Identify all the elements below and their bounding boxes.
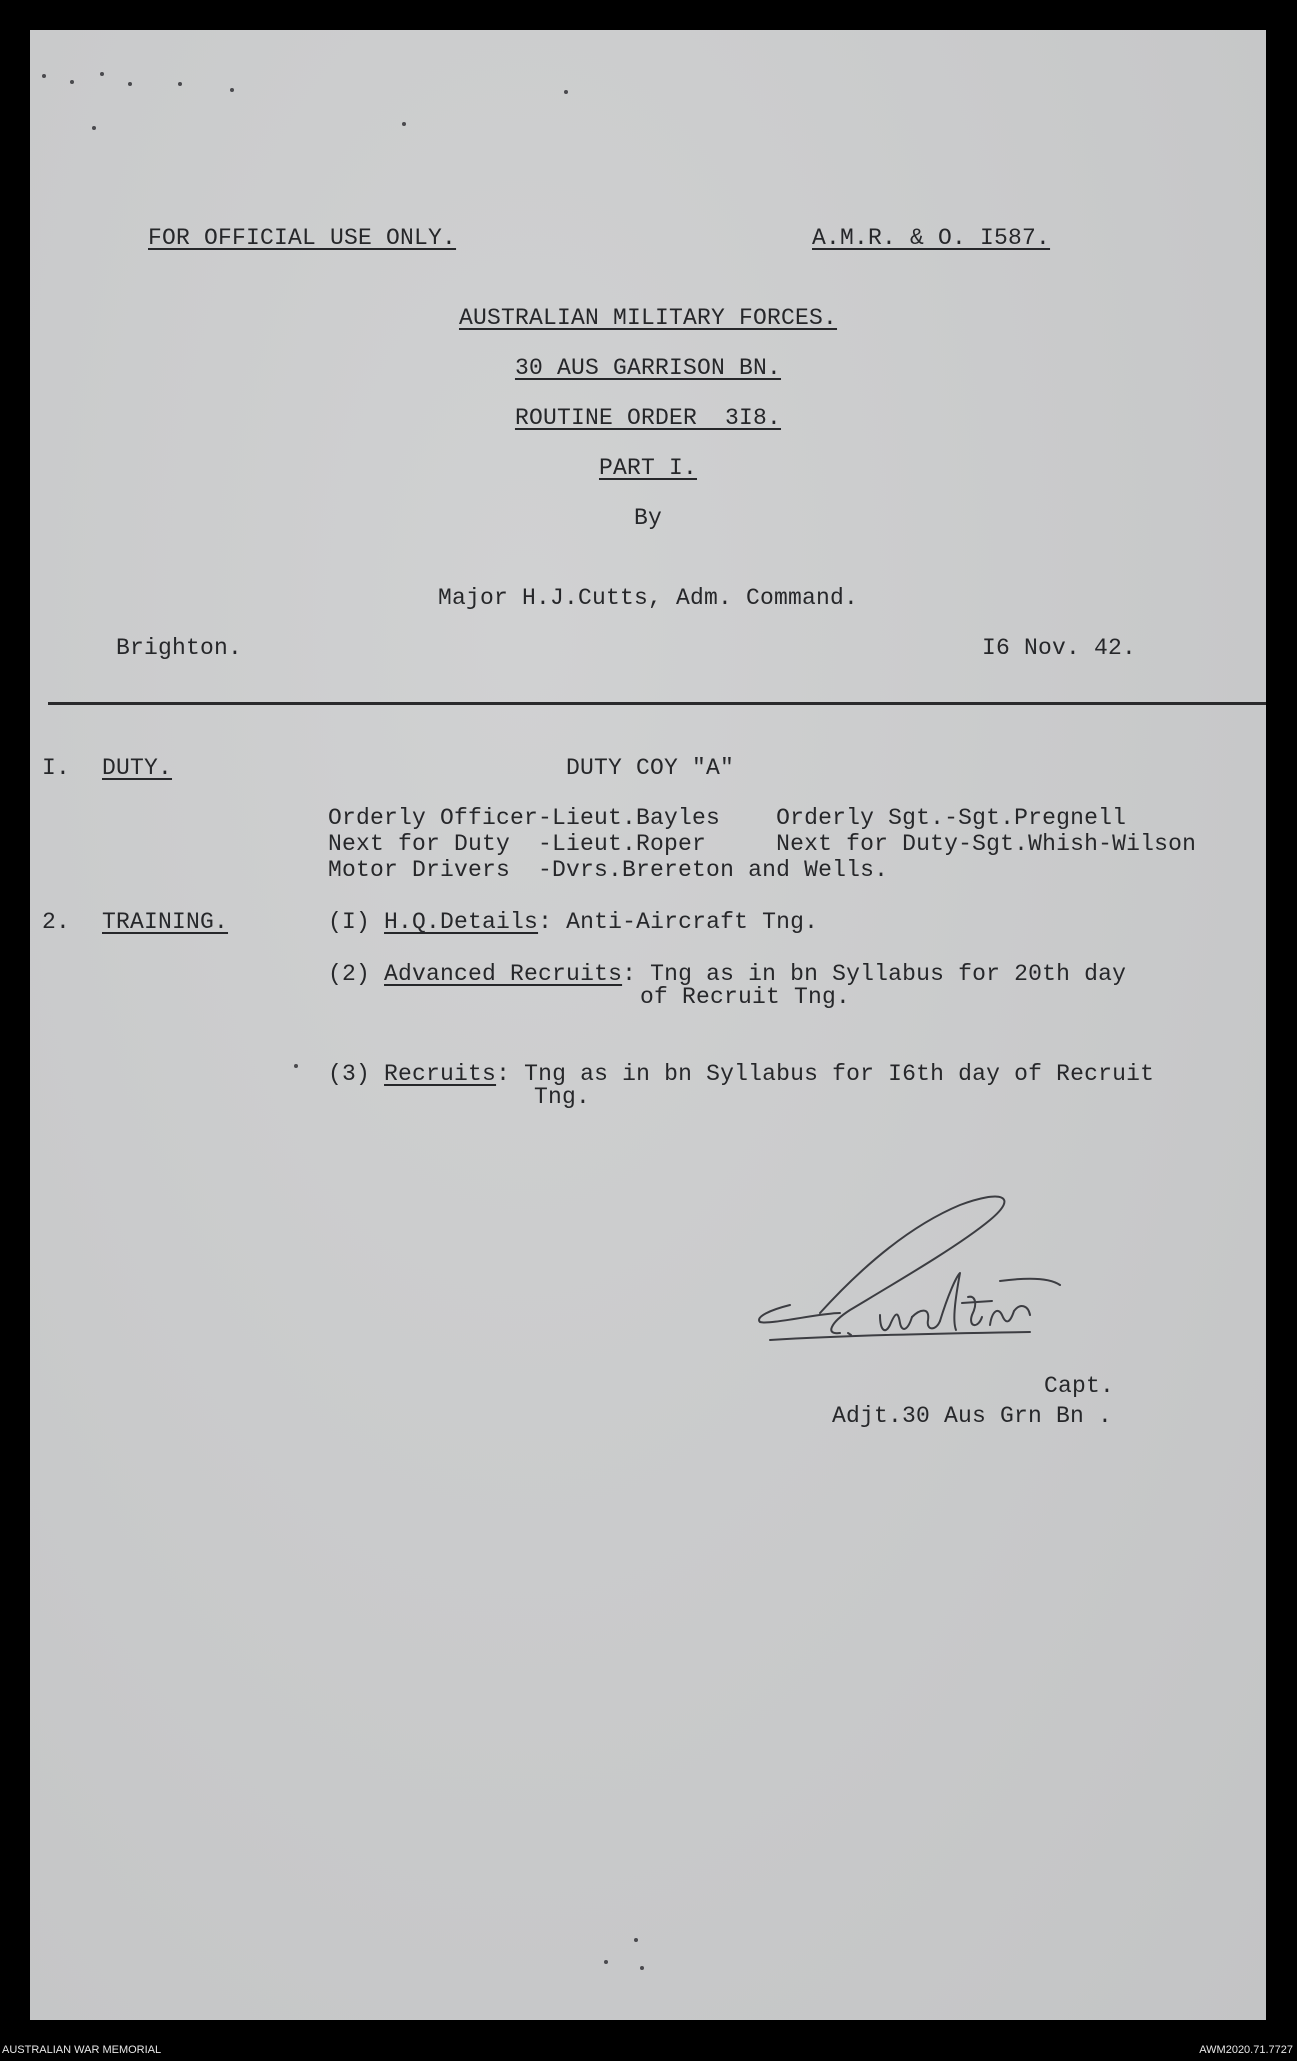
- paper-speck: [230, 88, 234, 92]
- paper-speck: [92, 126, 96, 130]
- training-heading: TRAINING.: [102, 909, 229, 935]
- paper-speck: [100, 72, 104, 76]
- paper-speck: [42, 74, 46, 78]
- handwritten-signature: [730, 1185, 1150, 1365]
- paper-speck: [402, 122, 406, 126]
- reference-number: A.M.R. & O. I587.: [812, 225, 1051, 251]
- training-item-continuation: Tng.: [534, 1084, 591, 1110]
- training-item-continuation: of Recruit Tng.: [640, 984, 851, 1010]
- training-number: 2.: [42, 909, 71, 935]
- duty-line: Motor Drivers -Dvrs.Brereton and Wells.: [328, 857, 889, 883]
- training-item: [328, 962, 1126, 986]
- title-order: ROUTINE ORDER 3I8.: [514, 405, 782, 431]
- paper-speck: [564, 90, 568, 94]
- paper-speck: [294, 1064, 298, 1068]
- training-item-number: (2): [328, 961, 371, 987]
- paper-speck: [604, 1960, 608, 1964]
- duty-number: I.: [42, 755, 71, 781]
- training-item-number: (3): [328, 1061, 371, 1087]
- training-item-text: : Tng as in bn Syllabus for I6th day of Recruit: [496, 1061, 1155, 1087]
- paper-speck: [640, 1966, 644, 1970]
- signatory-appointment: Adjt.30 Aus Grn Bn .: [832, 1403, 1113, 1429]
- separator-rule: [48, 702, 1266, 705]
- title-by: By: [633, 505, 662, 531]
- duty-line: Orderly Officer-Lieut.Bayles Orderly Sgt.-Sgt.Pregnell: [328, 805, 1127, 831]
- document-page: [30, 30, 1266, 2020]
- training-item-label: Recruits: [384, 1061, 497, 1087]
- classification-text: FOR OFFICIAL USE ONLY.: [148, 225, 457, 251]
- duty-line: Next for Duty -Lieut.Roper Next for Duty-Sgt.Whish-Wilson: [328, 831, 1197, 857]
- footer-accession-number: AWM2020.71.7727: [1199, 2044, 1293, 2056]
- issuing-authority: Major H.J.Cutts, Adm. Command.: [437, 585, 859, 611]
- training-item: [328, 1062, 1154, 1086]
- signatory-rank: Capt.: [1044, 1373, 1115, 1399]
- title-forces: AUSTRALIAN MILITARY FORCES.: [458, 305, 838, 331]
- footer-institution: AUSTRALIAN WAR MEMORIAL: [2, 2044, 162, 2056]
- date: I6 Nov. 42.: [982, 635, 1137, 661]
- duty-heading: DUTY.: [102, 755, 173, 781]
- paper-speck: [128, 82, 132, 86]
- training-item-number: (I): [328, 909, 371, 935]
- training-item-text: : Anti-Aircraft Tng.: [538, 909, 819, 935]
- training-item-label: H.Q.Details: [384, 909, 539, 935]
- paper-speck: [634, 1938, 638, 1942]
- title-unit: 30 AUS GARRISON BN.: [514, 355, 782, 381]
- archive-footer: [0, 2041, 1297, 2061]
- duty-company: DUTY COY "A": [566, 755, 735, 781]
- training-item-text: : Tng as in bn Syllabus for 20th day: [622, 961, 1127, 987]
- training-item: [328, 910, 818, 934]
- training-item-label: Advanced Recruits: [384, 961, 623, 987]
- paper-speck: [178, 82, 182, 86]
- title-part: PART I.: [598, 455, 698, 481]
- paper-speck: [70, 80, 74, 84]
- place: Brighton.: [116, 635, 243, 661]
